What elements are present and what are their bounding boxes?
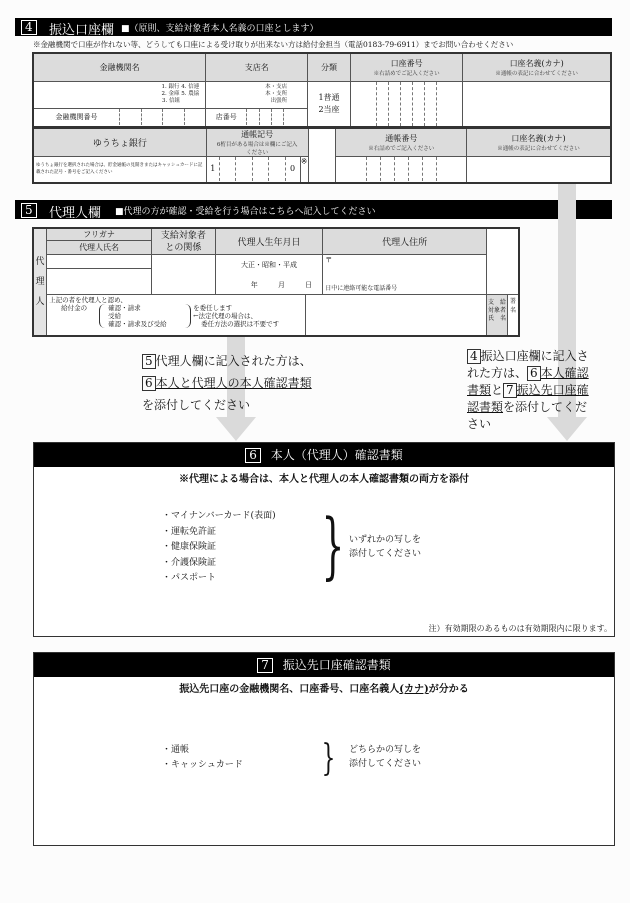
delegation-suffix1: を委任します (193, 304, 233, 312)
guidance-right-box-7: 7 (503, 383, 517, 398)
guidance-right-text1: 振込口座欄に記入さ (480, 349, 589, 363)
section6-instruction-1: いずれかの写しを (349, 535, 422, 545)
account-holder-subtitle: ※通帳の表記に合わせてください (495, 70, 578, 77)
yucho-asterisk: ※ (300, 157, 308, 166)
section7-subtitle-post: が分かる (428, 684, 469, 695)
section6-footnote: 注）有効期限のあるものは有効期限内に限ります。 (428, 624, 612, 633)
guidance-left-line2: 本人と代理人の本人確認書類 (155, 376, 312, 390)
section7-subtitle-kana: (カナ) (399, 684, 429, 695)
yucho-holder-subtitle: ※通帳の表記に合わせてください (497, 146, 580, 152)
section7-subtitle-pre: 振込先口座の金融機関名、口座番号、口座名義人 (179, 684, 400, 695)
account-number-input[interactable] (350, 81, 462, 127)
section5-number: 5 (21, 203, 37, 218)
bank-name-input[interactable] (33, 81, 206, 108)
guidance-right-text7: 認書類 (467, 400, 504, 414)
bank-type-2: 2. 金庫 5. 農協 (161, 91, 200, 98)
agent-side-label-3: 人 (35, 297, 45, 307)
furigana-input[interactable] (47, 255, 152, 269)
recipient-label-1: 支 給 (487, 299, 506, 306)
signature-label: 署名 (509, 298, 516, 314)
guidance-right-text8: を添付してくだ (503, 400, 588, 414)
yucho-symbol-title: 通帳記号 (241, 130, 274, 139)
delegation-prefix: 給付金の (61, 304, 88, 312)
section6-box (33, 442, 615, 637)
bank-type-3: 3. 信組 (162, 98, 180, 105)
guidance-left (142, 350, 312, 416)
birthdate-header: 代理人生年月日 (215, 228, 323, 255)
id-doc-health-insurance: ・健康保険証 (162, 542, 217, 552)
section4-header (15, 18, 612, 36)
category-select[interactable] (308, 81, 351, 127)
section6-header (34, 443, 614, 467)
section7-instruction-1: どちらかの写しを (349, 745, 422, 755)
guidance-right-box-6: 6 (527, 366, 541, 381)
yucho-spacer (308, 128, 336, 183)
relation-header-1: 支給対象者 (160, 230, 206, 241)
yucho-bank-header: ゆうちょ銀行 (33, 128, 206, 157)
section7-box (33, 652, 615, 846)
branch-type-1: 本・支店 (265, 84, 288, 91)
section6-subtitle: ※代理による場合は、本人と代理人の本人確認書類の両方を添付 (179, 474, 469, 485)
id-doc-passport: ・パスポート (162, 573, 217, 583)
section4-note: ■（原則、支給対象者本人名義の口座とします） (121, 24, 319, 34)
delegation-suffix3: 委任方法の選択は不要です (201, 320, 280, 328)
yucho-symbol-subtitle: 6桁目がある場合は※欄にご記入ください (216, 142, 298, 156)
branch-code-label: 店番号 (215, 113, 237, 122)
relation-header (152, 228, 216, 255)
guidance-right-text3: 本人確認 (540, 366, 589, 380)
guidance-right-box-4: 4 (467, 349, 481, 364)
section5-note: ■代理の方が確認・受給を行う場合はこちらへ記入してください (115, 207, 376, 217)
year-unit: 年 (250, 280, 258, 289)
agent-side-label-1: 代 (35, 257, 45, 267)
agent-side-label (33, 228, 47, 336)
delegation-suffix2: ←法定代理の場合は、 (193, 312, 258, 320)
postal-mark: 〒 (325, 256, 333, 264)
guidance-left-box-6: 6 (142, 376, 156, 391)
branch-name-input[interactable] (206, 81, 308, 108)
branch-type-2: 本・支所 (265, 91, 288, 98)
bank-account-table (32, 52, 612, 128)
yucho-holder-header (467, 128, 611, 157)
account-holder-input[interactable] (463, 81, 611, 127)
yucho-symbol-input[interactable] (206, 157, 300, 183)
recipient-label (487, 295, 508, 335)
guidance-arrow-right-overlay (558, 200, 576, 219)
agent-name-input[interactable] (47, 269, 152, 295)
guidance-left-line1: 代理人欄に記入された方は、 (155, 354, 312, 368)
yucho-holder-input[interactable] (467, 157, 611, 183)
branch-code-input[interactable] (206, 108, 308, 126)
section7-number: 7 (257, 658, 273, 673)
id-doc-license: ・運転免許証 (162, 526, 217, 537)
agent-side-label-2: 理 (35, 277, 45, 287)
guidance-right-text2: れた方は、 (467, 366, 528, 380)
guidance-left-line3: を添付してください (142, 398, 251, 412)
section7-instruction-2: 添付してください (349, 759, 422, 769)
section4-title: 振込口座欄 (49, 23, 115, 38)
guidance-right-text5: と (491, 383, 504, 397)
delegation-spacer (305, 295, 486, 337)
recipient-label-3: 氏 名 (487, 315, 506, 322)
account-holder-title: 口座名義(カナ) (509, 58, 564, 68)
yucho-symbol-header (206, 128, 308, 157)
address-input[interactable] (323, 255, 487, 295)
section6-instruction-2: 添付してください (349, 549, 422, 559)
section5-header (15, 200, 612, 219)
yucho-holder-title: 口座名義(カナ) (511, 134, 566, 143)
agent-name-header: 代理人氏名 (47, 241, 152, 255)
yucho-symbol-prefix: 1 (207, 157, 220, 181)
recipient-label-2: 対象者 (487, 307, 506, 314)
yucho-number-subtitle: ※右詰めでご記入ください (368, 146, 435, 152)
delegation-line1: 上記の者を代理人と認め、 (49, 296, 127, 304)
category-option-ordinary[interactable]: 1普通 (318, 92, 340, 102)
category-option-checking[interactable]: 2当座 (318, 104, 340, 114)
yucho-sixth-digit-input[interactable] (300, 157, 308, 183)
guidance-left-box-5: 5 (142, 354, 156, 369)
section7-subtitle (34, 680, 614, 695)
account-holder-header (463, 53, 611, 81)
day-unit: 日 (305, 280, 313, 289)
section6-instruction (349, 533, 421, 561)
birthdate-input[interactable] (215, 255, 323, 295)
account-number-subtitle: ※右詰めでご記入ください (373, 70, 440, 77)
section7-brace: } (321, 738, 336, 779)
section7-header (34, 653, 614, 677)
branch-name-header: 支店名 (206, 53, 308, 81)
bank-code-input[interactable] (33, 108, 206, 126)
id-doc-care-insurance: ・介護保険証 (162, 557, 217, 568)
bank-code-label: 金融機関番号 (55, 113, 98, 122)
category-header: 分類 (308, 53, 351, 81)
section4-warning: ※金融機関で口座が作れない等、どうしても口座による受け取りが出来ない方は給付金担当（電話0183-79-6911）までお問い合わせください (33, 40, 514, 49)
delegation-option-receive[interactable]: 受給 (108, 312, 122, 320)
relation-header-2: との関係 (165, 242, 202, 253)
section7-instruction (349, 743, 421, 771)
yucho-instruction: ゆうちょ銀行を選択された場合は、貯金通帳の見開きまたはキャッシュカードに記載された記号・番号をご記入ください (33, 157, 206, 183)
guidance-right-text4: 書類 (467, 383, 492, 397)
furigana-header: フリガナ (47, 228, 152, 241)
guidance-arrow-left-head (216, 417, 256, 441)
account-number-title: 口座番号 (390, 58, 423, 68)
guidance-right-text6: 振込先口座確 (516, 383, 589, 397)
month-unit: 月 (277, 280, 285, 289)
yucho-symbol-suffix: 0 (285, 157, 300, 181)
bank-name-header: 金融機関名 (33, 53, 206, 81)
delegation-text (47, 295, 305, 337)
account-number-header (350, 53, 462, 81)
delegation-option-confirm[interactable]: 確認・請求 (108, 304, 141, 312)
yucho-number-input[interactable] (336, 157, 467, 183)
era-options[interactable]: 大正・昭和・平成 (240, 260, 297, 269)
address-header: 代理人住所 (323, 228, 487, 255)
section7-list (162, 743, 243, 773)
section7-title: 振込先口座確認書類 (282, 658, 391, 672)
section4-number: 4 (21, 20, 37, 35)
recipient-signature-cell (486, 295, 519, 337)
agent-table (32, 227, 520, 337)
bank-doc-cashcard: ・キャッシュカード (162, 760, 243, 770)
yucho-number-title: 通帳番号 (385, 134, 418, 143)
relation-input[interactable] (152, 255, 216, 295)
section5-title: 代理人欄 (49, 206, 102, 221)
branch-type-3: 出張所 (270, 98, 288, 105)
yucho-number-header (336, 128, 467, 157)
guidance-right-text9: さい (467, 417, 492, 431)
guidance-right (467, 348, 607, 433)
bank-type-1: 1. 銀行 4. 信連 (161, 84, 200, 91)
section6-list (162, 509, 276, 587)
section6-title: 本人（代理人）確認書類 (270, 448, 403, 462)
delegation-option-both[interactable]: 確認・請求及び受給 (108, 320, 167, 328)
section6-number: 6 (245, 448, 261, 463)
bank-doc-passbook: ・通帳 (162, 745, 190, 755)
phone-label: 日中に連絡可能な電話番号 (325, 285, 398, 292)
id-doc-mynumber: ・マイナンバーカード(表面) (162, 511, 276, 521)
yucho-account-table (32, 127, 612, 184)
section6-brace: } (321, 503, 345, 587)
signature-input[interactable] (508, 295, 518, 335)
